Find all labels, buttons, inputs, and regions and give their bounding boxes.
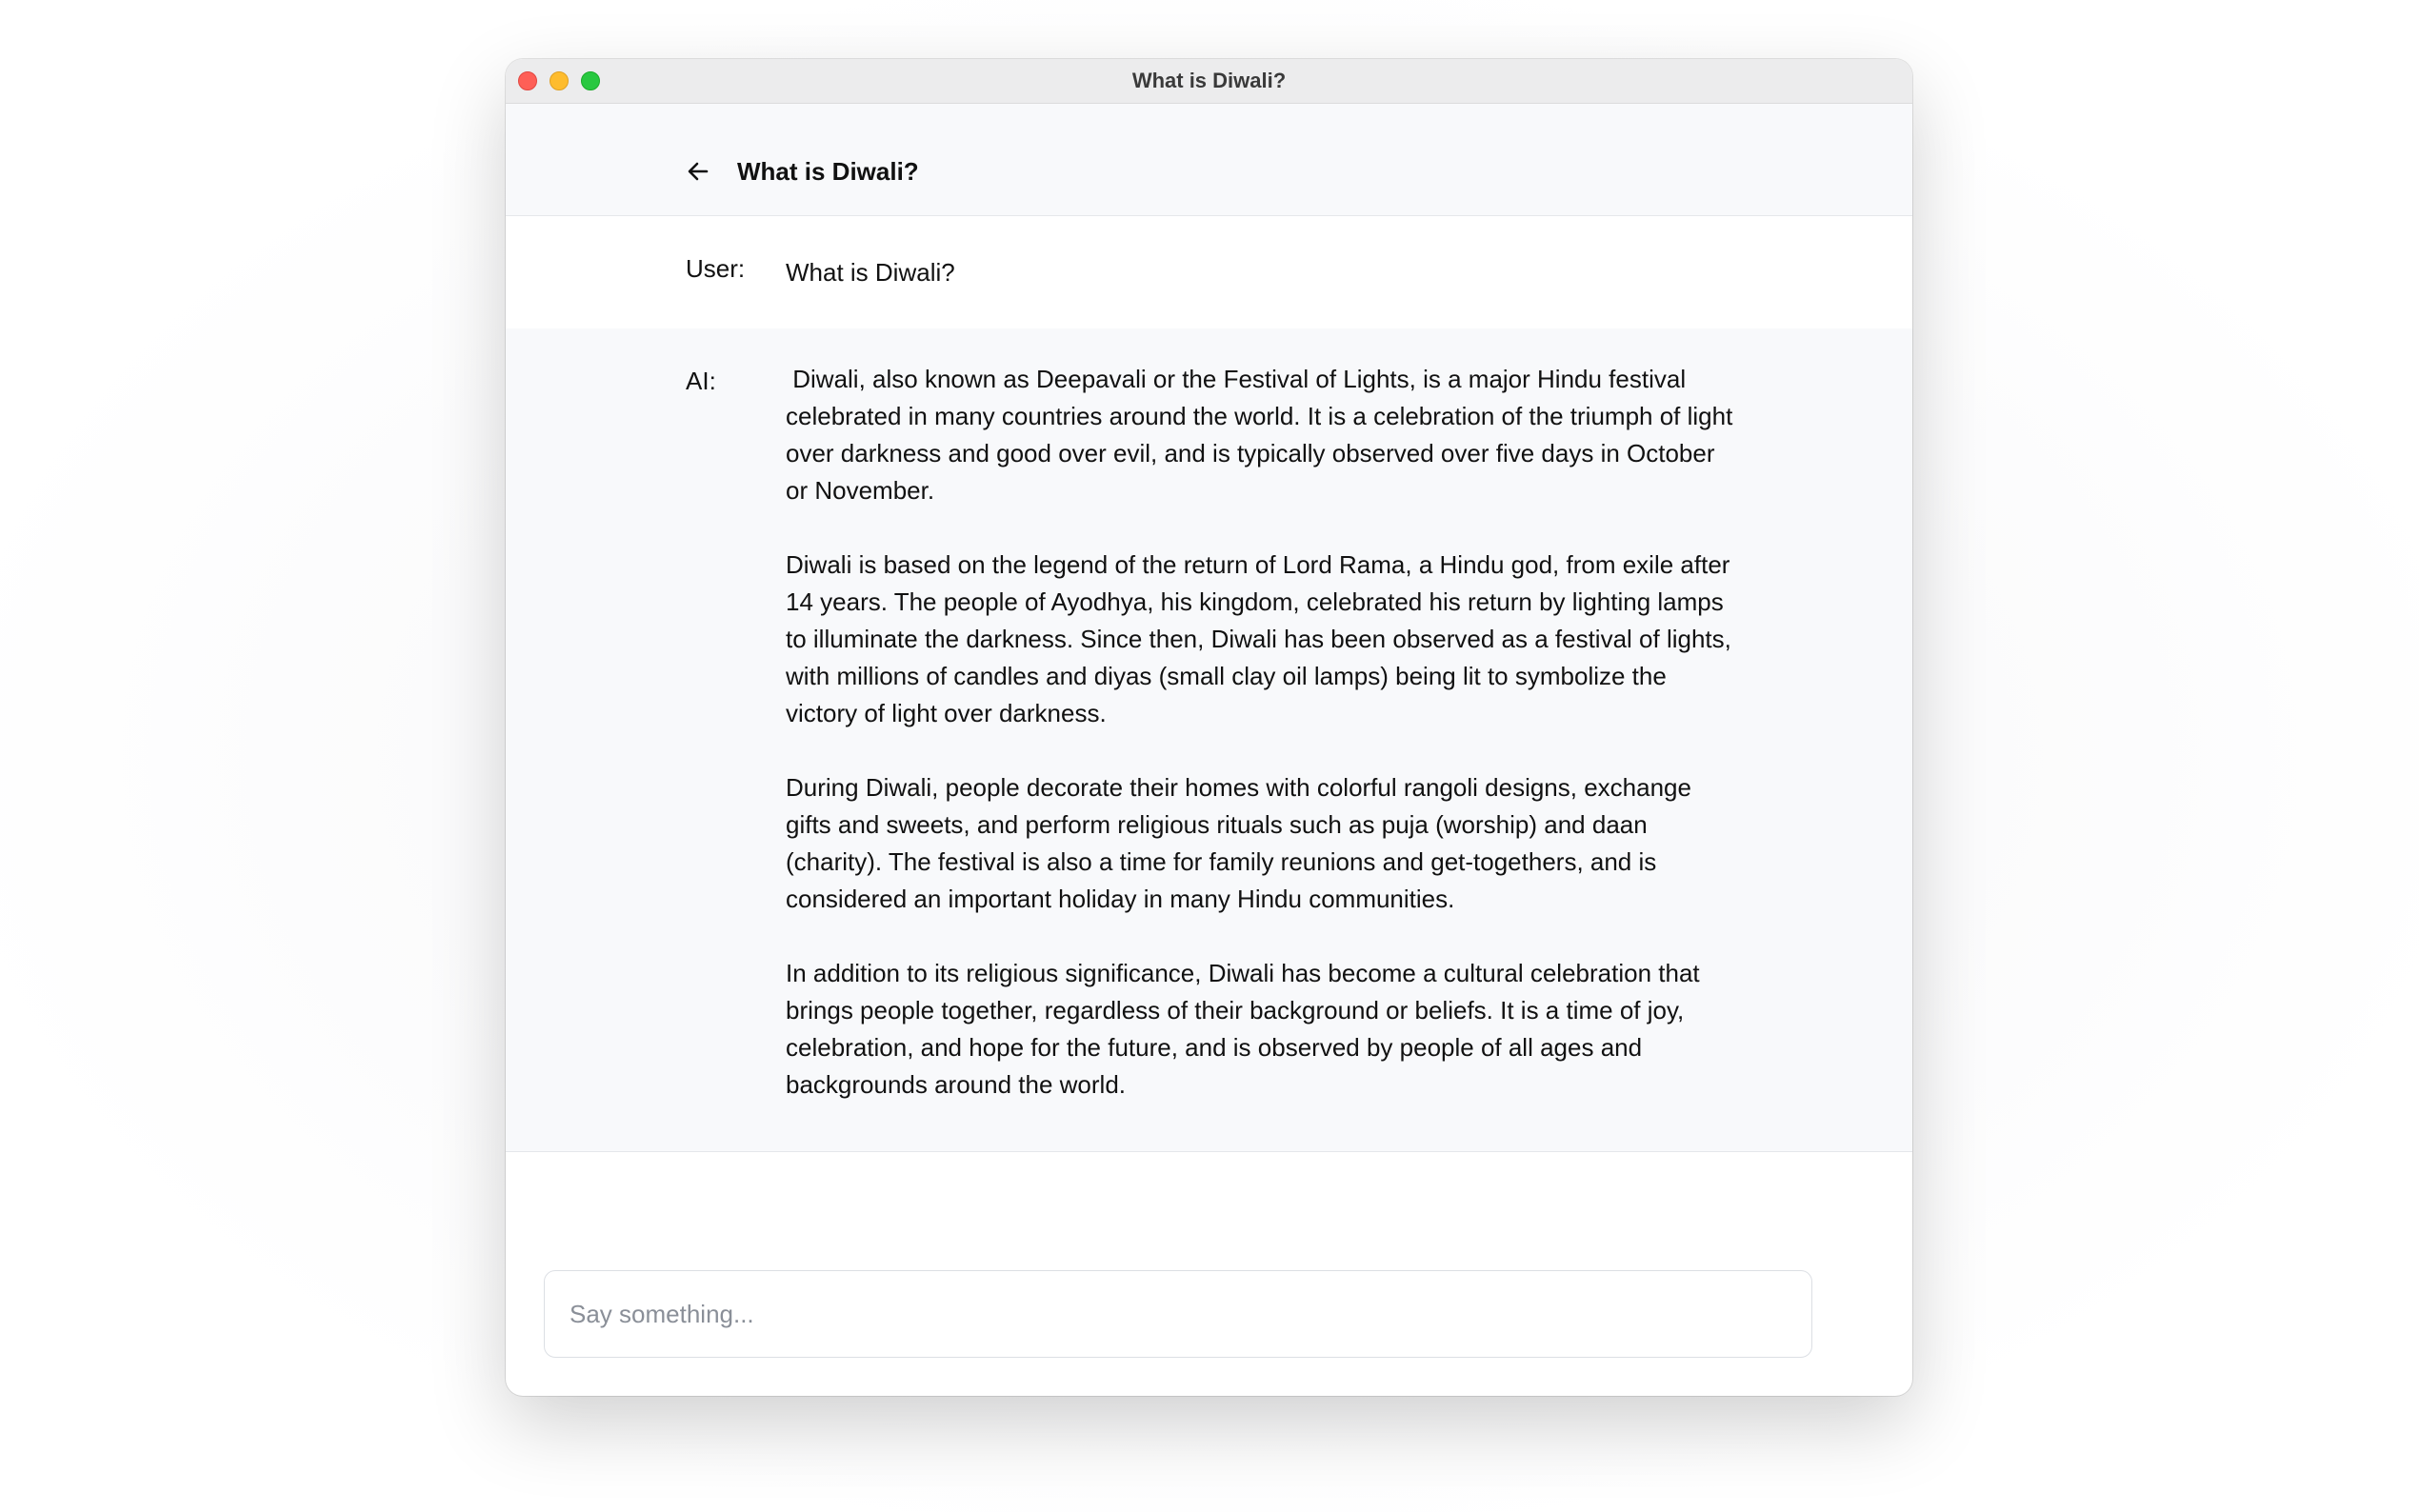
ai-paragraph: During Diwali, people decorate their homes with colorful rangoli designs, exchange gifts and sweets, and perform religious rituals such as puja (worship) and daan (charity). The festival is also a time for family reunions and get-togethers, and is considered an important holiday in many Hindu communities. [786, 773, 1699, 913]
conversation-title: What is Diwali? [737, 157, 919, 186]
arrow-left-icon [681, 154, 715, 189]
message-input[interactable] [570, 1271, 1789, 1357]
title-bar [506, 59, 1912, 104]
ai-role-label: AI: [686, 367, 716, 395]
ai-paragraph: In addition to its religious significance, Diwali has become a cultural celebration that brings people together, regardless of their background or beliefs. It is a time of joy, celebration, and hope for the future, and is observed by people of all ages and backgrounds around the world. [786, 959, 1707, 1099]
ai-message-text [786, 361, 1738, 1141]
ai-paragraph: Diwali, also known as Deepavali or the Festival of Lights, is a major Hindu festival celebrated in many countries around the world. It is a celebration of the triumph of light over darkness and good over evil, and is typically observed over five days in October or November. [786, 365, 1740, 505]
back-button[interactable] [681, 154, 715, 189]
message-composer[interactable] [544, 1270, 1812, 1358]
ai-message [506, 328, 1912, 1152]
user-message-text: What is Diwali? [786, 258, 955, 287]
ai-paragraph: Diwali is based on the legend of the return of Lord Rama, a Hindu god, from exile after 14 years. The people of Ayodhya, his kingdom, celebrated his return by lighting lamps to illuminate the darkness. Since then, Diwali has been observed as a festival of lights, with millions of candles and diyas (small clay oil lamps) being lit to symbolize the victory of light over darkness. [786, 550, 1739, 727]
app-window [506, 59, 1912, 1396]
window-title: What is Diwali? [1131, 69, 1287, 92]
user-role-label: User: [686, 254, 746, 283]
user-message [506, 215, 1912, 329]
